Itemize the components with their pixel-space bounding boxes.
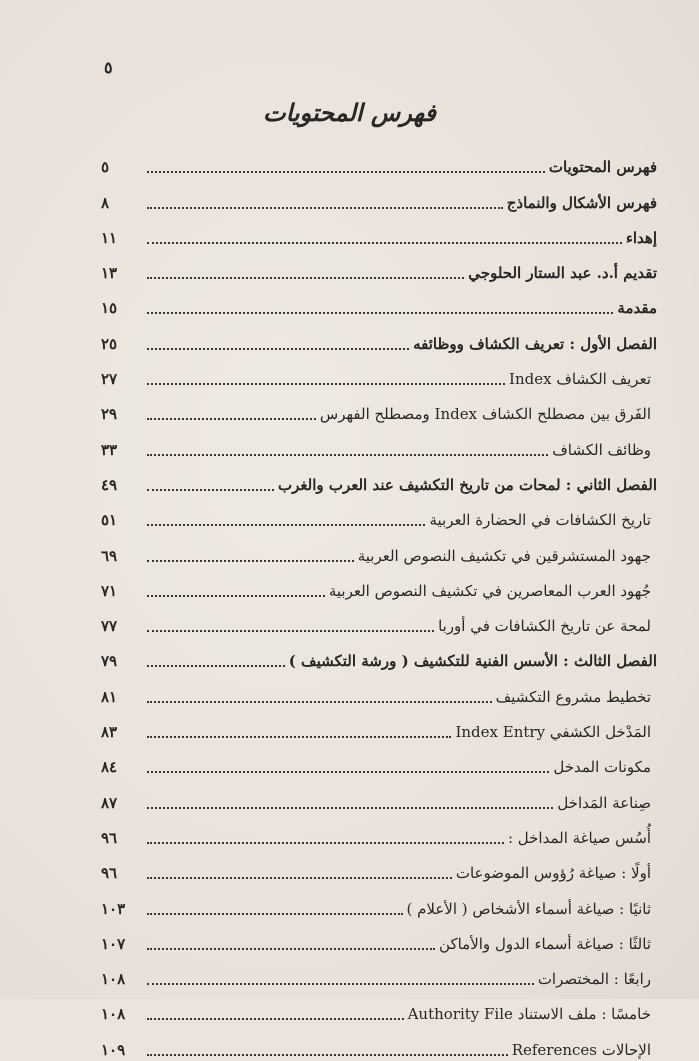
- toc-entry-page: ٩٦: [101, 828, 118, 847]
- toc-entry-label: أولًا : صياغة رُؤوس الموضوعات: [455, 864, 651, 883]
- toc-entry: [101, 355, 657, 390]
- toc-entry: [101, 319, 657, 354]
- toc-entry-page: ١٠٨: [101, 1005, 126, 1024]
- toc-entry: [101, 567, 657, 602]
- dot-leader: [147, 771, 549, 773]
- toc-entry-label: فهرس الأشكال والنماذج: [506, 193, 657, 212]
- dot-leader: [147, 242, 622, 244]
- toc-entry-label: مكونات المدخل: [553, 758, 651, 777]
- toc-entry-label: وظائف الكشاف: [552, 440, 651, 459]
- dot-leader: [147, 1018, 404, 1020]
- toc-entry-page: ٦٩: [101, 546, 118, 565]
- dot-leader: [147, 948, 435, 950]
- toc-entry: [101, 955, 657, 990]
- toc-entry-page: ٣٣: [101, 440, 118, 459]
- toc-entry: [101, 214, 657, 249]
- dot-leader: [147, 312, 613, 314]
- toc-entry-page: ٢٩: [101, 405, 118, 424]
- toc-entry-label: تاريخ الكشافات في الحضارة العربية: [429, 511, 651, 530]
- toc-entry: [101, 814, 657, 849]
- toc-entry-page: ١٠٨: [101, 970, 126, 989]
- dot-leader: [147, 983, 534, 985]
- toc-entry-page: ١٠٧: [101, 934, 126, 953]
- toc-entry-label: جُهود العرب المعاصرين في تكشيف النصوص العربية: [328, 581, 651, 600]
- toc-entry: [101, 496, 657, 531]
- toc-entry-label: الفصل الأول : تعريف الكشاف ووظائفه: [413, 334, 657, 353]
- toc-entry-label: جهود المستشرقين في تكشيف النصوص العربية: [357, 546, 651, 565]
- toc-entry: [101, 672, 657, 707]
- toc-entry: [101, 849, 657, 884]
- dot-leader: [147, 207, 503, 209]
- toc-entry-page: ٨٤: [101, 758, 118, 777]
- toc-entry-label: لمحة عن تاريخ الكشافات في أوربا: [438, 617, 651, 636]
- toc-entry-label: خامسًا : ملف الاستناد Authority File: [407, 1005, 651, 1024]
- toc-entry: [101, 461, 657, 496]
- toc-entry: [101, 778, 657, 813]
- toc-entry-page: ١١: [101, 228, 118, 247]
- page-number: ٥: [104, 58, 113, 77]
- toc-entry-label: الإحالات References: [511, 1040, 651, 1059]
- toc-entry-page: ٤٩: [101, 475, 118, 494]
- toc-entry: [101, 425, 657, 460]
- toc-entry-page: ٨: [101, 193, 110, 212]
- toc-entry-label: تخطيط مشروع التكشيف: [495, 687, 651, 706]
- toc-entry-page: ٨٧: [101, 793, 118, 812]
- toc-entry: [101, 708, 657, 743]
- dot-leader: [147, 665, 285, 667]
- toc-entry-label: رابعًا : المختصرات: [537, 970, 651, 989]
- toc-entry-label: ثالثًا : صياغة أسماء الدول والأماكن: [439, 934, 651, 953]
- dot-leader: [147, 877, 452, 879]
- toc-entry-label: صِناعة المَداخل: [557, 793, 651, 812]
- dot-leader: [147, 595, 325, 597]
- toc-entry-page: ٨١: [101, 687, 118, 706]
- toc-entry: [101, 249, 657, 284]
- dot-leader: [147, 171, 545, 173]
- dot-leader: [147, 701, 492, 703]
- toc-entry-page: ١٥: [101, 299, 118, 318]
- toc-entry-label: تقديم أ.د. عبد الستار الحلوجي: [468, 264, 657, 283]
- toc-entry-page: ١٣: [101, 264, 118, 283]
- toc-entry-label: المَدْخل الكشفي Index Entry: [455, 723, 651, 742]
- toc-entry-label: تعريف الكشاف Index: [509, 370, 651, 389]
- toc-entry: [101, 602, 657, 637]
- dot-leader: [147, 348, 409, 350]
- dot-leader: [147, 913, 403, 915]
- toc-entry-label: أُسُس صياغة المداخل :: [507, 828, 651, 847]
- toc-entry: [101, 884, 657, 919]
- toc-entry-page: ٨٣: [101, 723, 118, 742]
- dot-leader: [147, 560, 354, 562]
- dot-leader: [147, 736, 451, 738]
- toc-entry-label: الفَرق بين مصطلح الكشاف Index ومصطلح الفهرس: [319, 405, 651, 424]
- dot-leader: [147, 277, 464, 279]
- toc-entry: [101, 390, 657, 425]
- toc-entry: [101, 920, 657, 955]
- dot-leader: [147, 630, 434, 632]
- toc-entry-page: ٥: [101, 158, 110, 177]
- page-title: فهرس المحتويات: [262, 98, 436, 127]
- toc-entry: [101, 743, 657, 778]
- toc-entry: [101, 1025, 657, 1060]
- dot-leader: [147, 807, 553, 809]
- toc-entry: [101, 284, 657, 319]
- toc-entry-page: ٩٦: [101, 864, 118, 883]
- toc-entry-label: الفصل الثاني : لمحات من تاريخ التكشيف عند العرب والغرب: [278, 475, 657, 494]
- dot-leader: [147, 454, 548, 456]
- toc-entry-page: ٥١: [101, 511, 118, 530]
- toc-entry: [101, 143, 657, 178]
- toc-entry-page: ١٠٣: [101, 899, 126, 918]
- dot-leader: [147, 1054, 508, 1056]
- dot-leader: [147, 489, 274, 491]
- dot-leader: [147, 524, 425, 526]
- toc-entry-page: ٢٧: [101, 370, 118, 389]
- dot-leader: [147, 418, 316, 420]
- toc-entry-label: إهداء: [625, 228, 657, 247]
- toc-entry-page: ٢٥: [101, 334, 118, 353]
- toc-entry-label: ثانيًا : صياغة أسماء الأشخاص ( الأعلام ): [406, 899, 651, 918]
- table-of-contents: [101, 143, 657, 1061]
- toc-entry: [101, 637, 657, 672]
- toc-entry: [101, 531, 657, 566]
- toc-entry-label: الفصل الثالث : الأسس الفنية للتكشيف ( ورشة التكشيف ): [288, 652, 657, 671]
- toc-entry-page: ٧٩: [101, 652, 118, 671]
- toc-entry-page: ١٠٩: [101, 1040, 126, 1059]
- toc-entry: [101, 990, 657, 1025]
- toc-entry-page: ٧١: [101, 581, 118, 600]
- dot-leader: [147, 842, 504, 844]
- dot-leader: [147, 383, 505, 385]
- toc-entry-page: ٧٧: [101, 617, 118, 636]
- toc-entry: [101, 178, 657, 213]
- toc-entry-label: مقدمة: [617, 299, 657, 318]
- toc-entry-label: فهرس المحتويات: [548, 158, 657, 177]
